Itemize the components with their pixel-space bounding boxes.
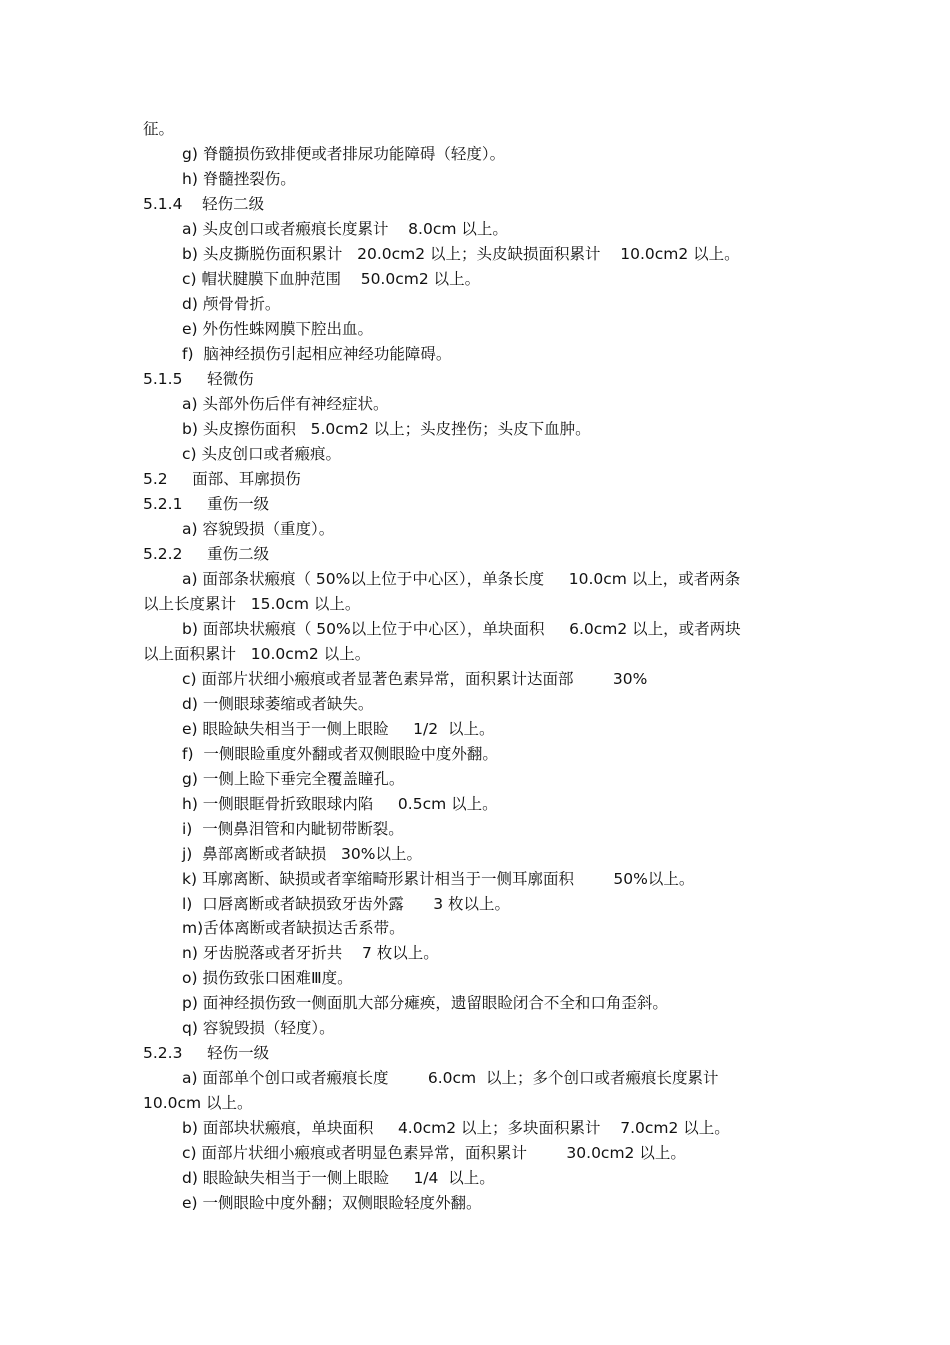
text-line: 征。 xyxy=(143,120,175,138)
text-line: b) 头皮擦伤面积 5.0cm2 以上；头皮挫伤；头皮下血肿。 xyxy=(182,420,591,438)
text-line: d) 眼睑缺失相当于一侧上眼睑 1/4 以上。 xyxy=(182,1169,495,1187)
section-heading: 5.1.5 轻微伤 xyxy=(143,370,254,388)
section-heading: 5.2.2 重伤二级 xyxy=(143,545,270,563)
text-line: l) 口唇离断或者缺损致牙齿外露 3 枚以上。 xyxy=(182,895,511,913)
text-line: 10.0cm 以上。 xyxy=(143,1094,253,1112)
text-line: b) 头皮撕脱伤面积累计 20.0cm2 以上；头皮缺损面积累计 10.0cm2 以上。 xyxy=(182,245,740,263)
text-line: a) 头部外伤后伴有神经症状。 xyxy=(182,395,389,413)
text-line: g) 一侧上睑下垂完全覆盖瞳孔。 xyxy=(182,770,405,788)
text-line: f) 脑神经损伤引起相应神经功能障碍。 xyxy=(182,345,452,363)
text-line: a) 容貌毁损（重度）。 xyxy=(182,520,335,538)
text-line: b) 面部块状瘢痕，单块面积 4.0cm2 以上；多块面积累计 7.0cm2 以上。 xyxy=(182,1119,730,1137)
text-line: a) 头皮创口或者瘢痕长度累计 8.0cm 以上。 xyxy=(182,220,508,238)
text-line: q) 容貌毁损（轻度）。 xyxy=(182,1019,335,1037)
section-heading: 5.2 面部、耳廓损伤 xyxy=(143,470,301,488)
text-line: a) 面部单个创口或者瘢痕长度 6.0cm 以上；多个创口或者瘢痕长度累计 xyxy=(182,1069,719,1087)
text-line: n) 牙齿脱落或者牙折共 7 枚以上。 xyxy=(182,944,439,962)
text-line: f) 一侧眼睑重度外翻或者双侧眼睑中度外翻。 xyxy=(182,745,498,763)
section-heading: 5.2.1 重伤一级 xyxy=(143,495,270,513)
text-line: d) 颅骨骨折。 xyxy=(182,295,281,313)
text-line: m)舌体离断或者缺损达舌系带。 xyxy=(182,919,405,937)
text-line: c) 帽状腱膜下血肿范围 50.0cm2 以上。 xyxy=(182,270,481,288)
text-line: e) 一侧眼睑中度外翻；双侧眼睑轻度外翻。 xyxy=(182,1194,482,1212)
text-line: g) 脊髓损伤致排便或者排尿功能障碍（轻度）。 xyxy=(182,145,506,163)
text-line: o) 损伤致张口困难Ⅲ度。 xyxy=(182,969,353,987)
text-line: 以上长度累计 15.0cm 以上。 xyxy=(143,595,361,613)
text-line: a) 面部条状瘢痕（ 50%以上位于中心区），单条长度 10.0cm 以上，或者两条 xyxy=(182,570,741,588)
section-heading: 5.2.3 轻伤一级 xyxy=(143,1044,270,1062)
text-line: j) 鼻部离断或者缺损 30%以上。 xyxy=(182,845,422,863)
text-line: e) 眼睑缺失相当于一侧上眼睑 1/2 以上。 xyxy=(182,720,495,738)
text-line: h) 脊髓挫裂伤。 xyxy=(182,170,296,188)
text-line: k) 耳廓离断、缺损或者挛缩畸形累计相当于一侧耳廓面积 50%以上。 xyxy=(182,870,695,888)
text-line: p) 面神经损伤致一侧面肌大部分瘫痪，遗留眼睑闭合不全和口角歪斜。 xyxy=(182,994,668,1012)
text-line: c) 头皮创口或者瘢痕。 xyxy=(182,445,341,463)
section-heading: 5.1.4 轻伤二级 xyxy=(143,195,265,213)
text-line: b) 面部块状瘢痕（ 50%以上位于中心区），单块面积 6.0cm2 以上，或者两块 xyxy=(182,620,741,638)
text-line: e) 外伤性蛛网膜下腔出血。 xyxy=(182,320,374,338)
text-line: c) 面部片状细小瘢痕或者明显色素异常，面积累计 30.0cm2 以上。 xyxy=(182,1144,686,1162)
text-line: 以上面积累计 10.0cm2 以上。 xyxy=(143,645,371,663)
text-line: i) 一侧鼻泪管和内眦韧带断裂。 xyxy=(182,820,404,838)
text-line: d) 一侧眼球萎缩或者缺失。 xyxy=(182,695,374,713)
text-line: h) 一侧眼眶骨折致眼球内陷 0.5cm 以上。 xyxy=(182,795,498,813)
text-line: c) 面部片状细小瘢痕或者显著色素异常，面积累计达面部 30% xyxy=(182,670,648,688)
